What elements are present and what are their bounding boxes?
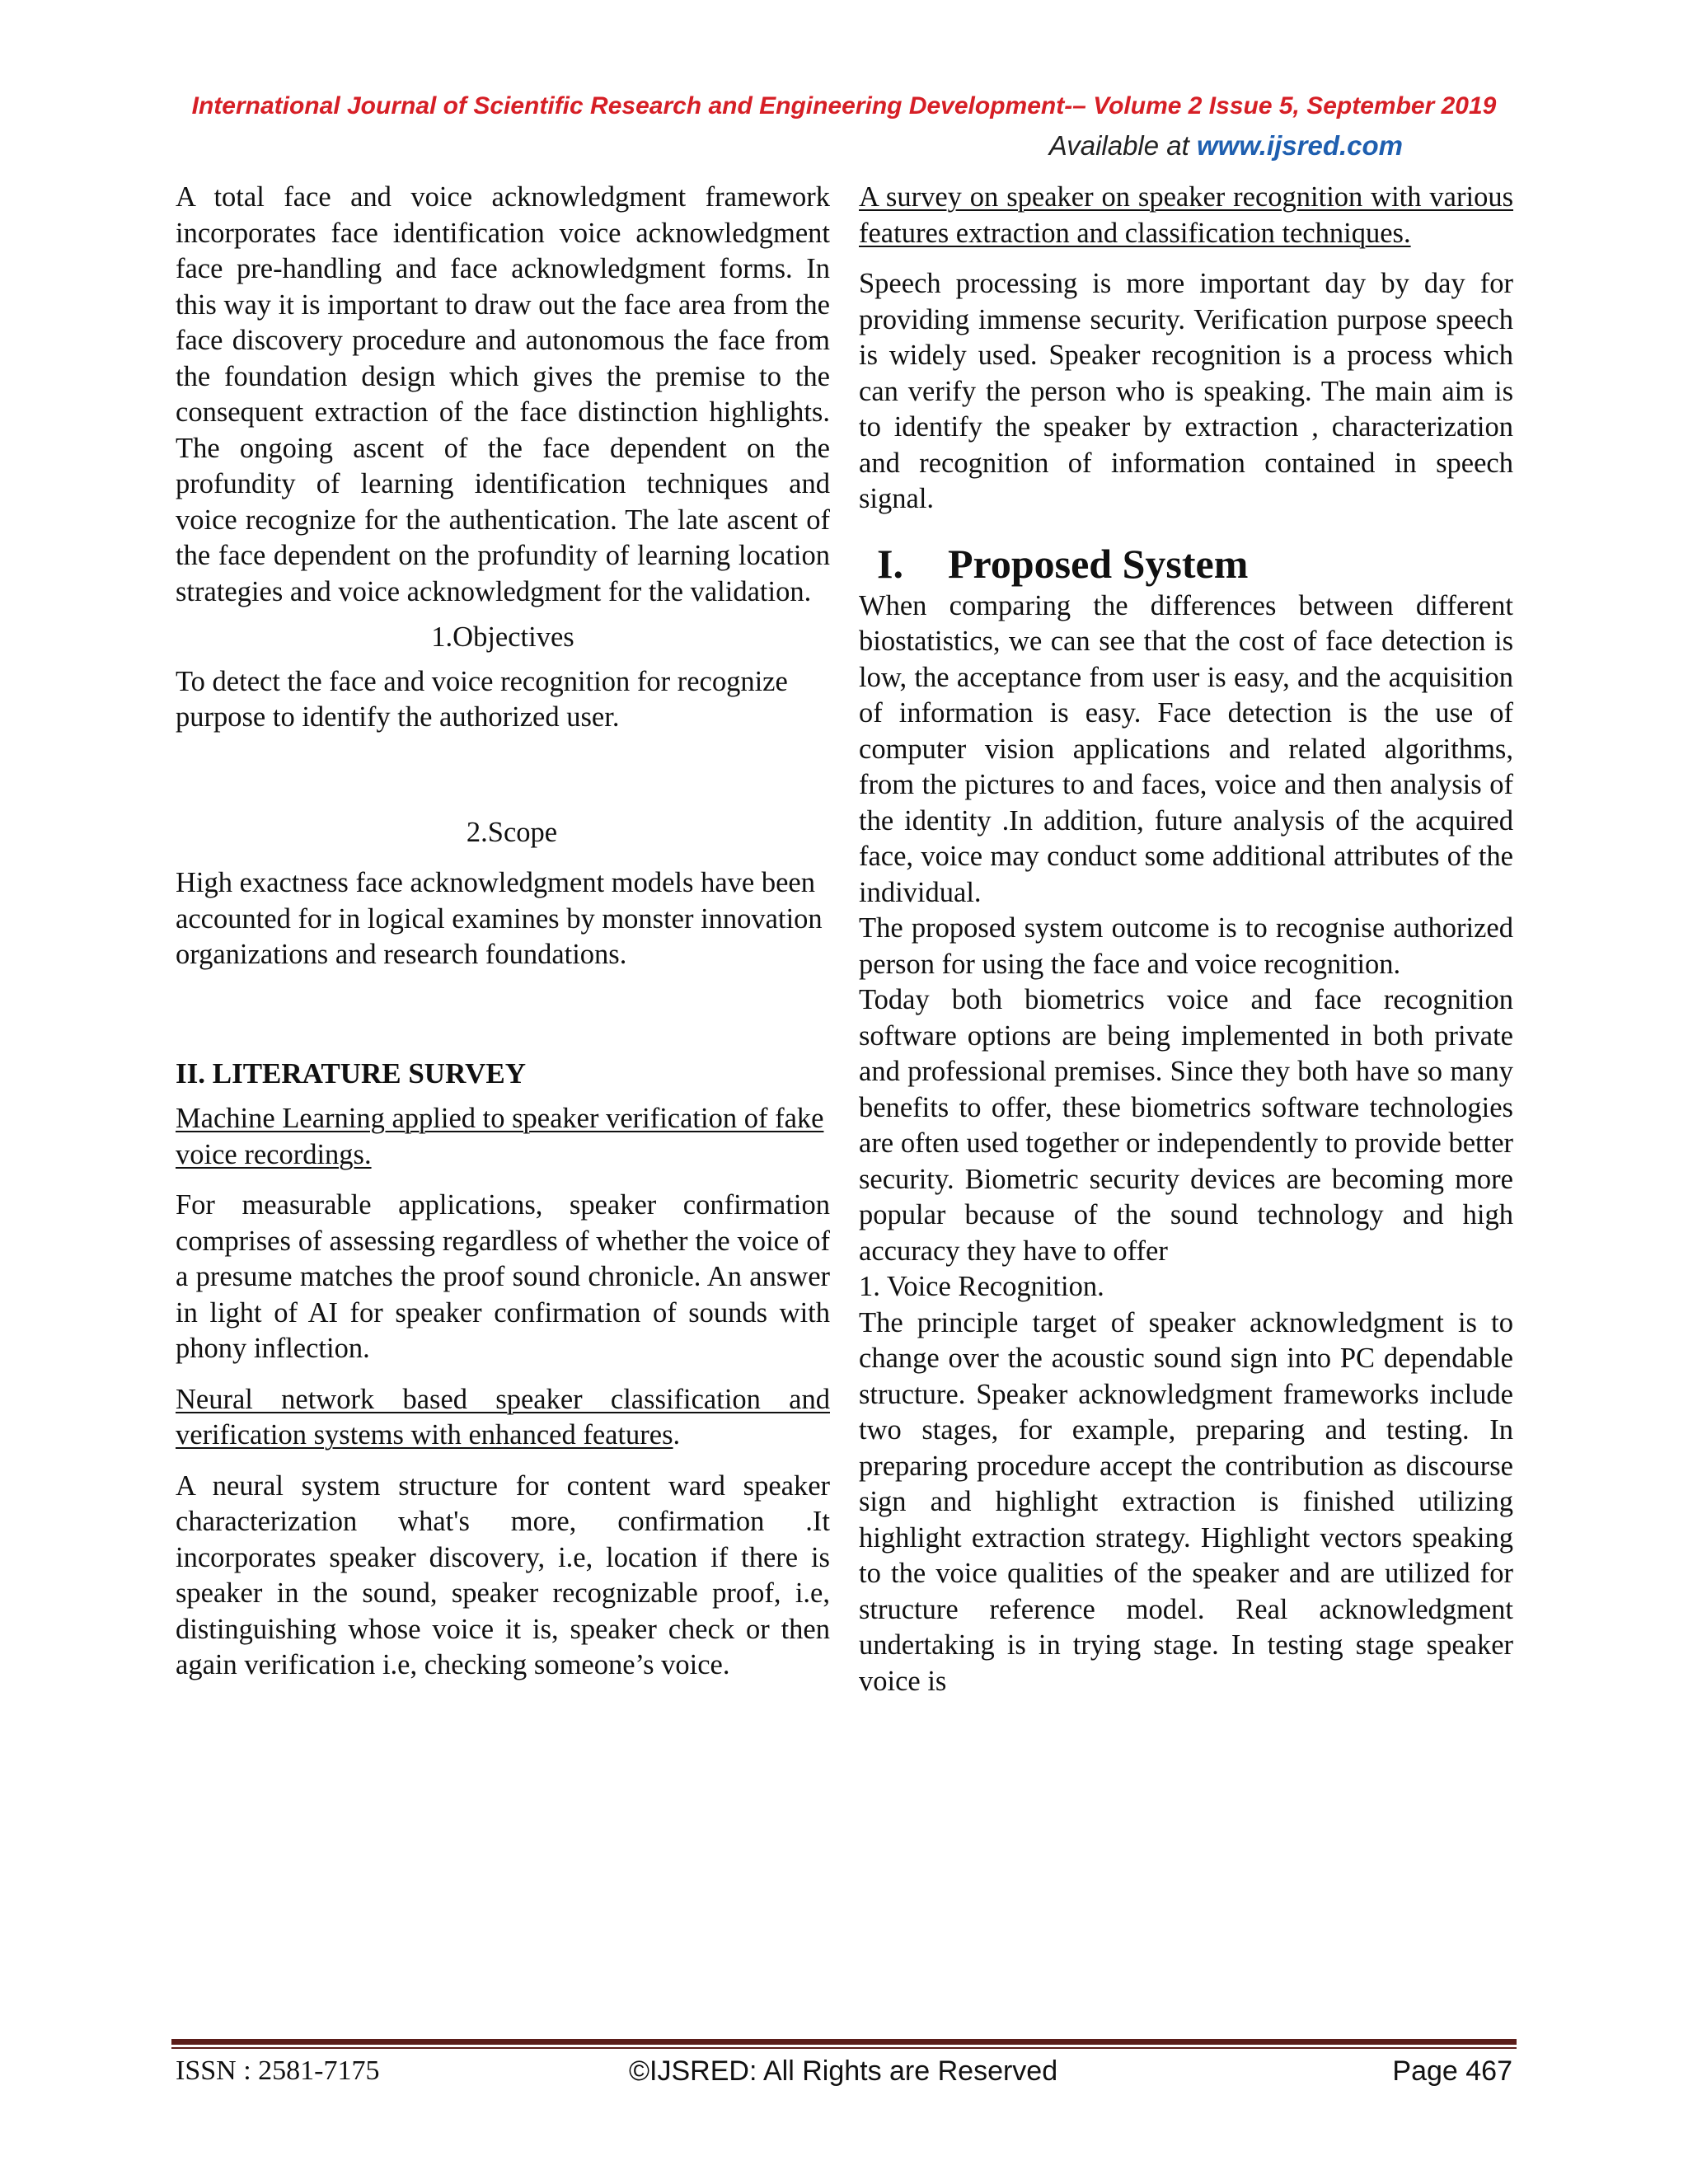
proposed-para-3: Today both biometrics voice and face recognition software options are being implemented in both private and professional premises. Since they both have so many benefits to offer, these biometrics software technologies are often used together or independently to provide better security. Biometric security devices are becoming more popular because of the sound technology and high accuracy they have to offer: [859, 984, 1513, 1267]
objectives-text: To detect the face and voice recognition for recognize purpose to identify the authorized user.: [176, 665, 788, 733]
ref2-title-line: [176, 1382, 830, 1454]
scope-text: High exactness face acknowledgment models have been accounted for in logical examines by monster innovation organizations and research foundations.: [176, 867, 823, 970]
intro-paragraph: A total face and voice acknowledgment framework incorporates face identification voice acknowledgment face pre-handling and face acknowledgment forms. In this way it is important to draw out the face area from the face discovery procedure and autonomous the face from the foundation design which gives the premise to the consequent extraction of the face distinction highlights. The ongoing ascent of the face dependent on the profundity of learning identification techniques and voice recognize for the authentication. The late ascent of the face dependent on the profundity of learning location strategies and voice acknowledgment for the validation.: [176, 181, 830, 607]
ref2-text: A neural system structure for content ward speaker characterization what's more, confirmation .It incorporates speaker discovery, i.e, location if there is speaker in the sound, speaker recognizable proof, i.e, distinguishing whose voice it is, speaker check or then again verification i.e, checking someone’s voice.: [176, 1469, 830, 1680]
availability-line: [1049, 130, 1403, 162]
proposed-para-1: When comparing the differences between different biostatistics, we can see that the cost of face detection is low, the acceptance from user is easy, and the acquisition of information is easy. Face detection is the use of computer vision applications and related algorithms, from the pictures to and faces, voice and then analysis of the identity .In addition, future analysis of the acquired face, voice may conduct some additional attributes of the individual.: [859, 589, 1513, 908]
proposed-system-heading: [859, 539, 1513, 588]
footer-issn: ISSN : 2581-7175: [176, 2055, 380, 2086]
literature-survey-heading: II. LITERATURE SURVEY: [176, 1057, 527, 1090]
left-column: [176, 180, 830, 1684]
available-label: Available at: [1048, 130, 1189, 161]
voice-recognition-heading: 1. Voice Recognition.: [859, 1271, 1104, 1302]
footer-divider-thin: [171, 2047, 1517, 2049]
scope-heading: 2.Scope: [466, 816, 558, 848]
ref3-text: Speech processing is more important day by day for providing immense security. Verification purpose speech is widely used. Speaker recognition is a process which can verify the person who is speaking. The main aim is to identify the speaker by extraction , characterization and recognition of information contained in speech signal.: [859, 268, 1513, 514]
ref2-title-end: .: [673, 1419, 681, 1451]
ref1-title: Machine Learning applied to speaker verification of fake voice recordings.: [176, 1103, 824, 1170]
footer-divider: [171, 2039, 1517, 2045]
proposed-para-2: The proposed system outcome is to recognise authorized person for using the face and voice recognition.: [859, 912, 1513, 980]
footer-page-number: Page 467: [1392, 2055, 1512, 2087]
journal-url-link[interactable]: www.ijsred.com: [1196, 130, 1403, 161]
voice-recognition-text: The principle target of speaker acknowledgment is to change over the acoustic sound sign into PC dependable structure. Speaker acknowledgment frameworks include two stages, for example, preparing and testing. In preparing procedure accept the contribution as discourse sign and highlight extraction is finished utilizing highlight extraction strategy. Highlight vectors speaking to the voice qualities of the speaker and are utilized for structure reference model. Real acknowledgment undertaking is in trying stage. In testing stage speaker voice is: [859, 1306, 1513, 1697]
journal-header: International Journal of Scientific Research and Engineering Development-– Volume 2 Issue 5, September 2019: [191, 92, 1497, 120]
ref2-title: Neural network based speaker classification and verification systems with enhanced features: [176, 1383, 830, 1451]
right-column: [859, 180, 1513, 1699]
section-number: I.: [877, 540, 903, 587]
objectives-heading: 1.Objectives: [431, 621, 574, 653]
footer-copyright: ©IJSRED: All Rights are Reserved: [629, 2055, 1058, 2087]
section-title: Proposed System: [948, 540, 1249, 587]
ref1-text: For measurable applications, speaker confirmation comprises of assessing regardless of whether the voice of a presume matches the proof sound chronicle. An answer in light of AI for speaker confirmation of sounds with phony inflection.: [176, 1189, 830, 1364]
ref3-title: A survey on speaker on speaker recognition with various features extraction and classification techniques.: [859, 181, 1513, 249]
